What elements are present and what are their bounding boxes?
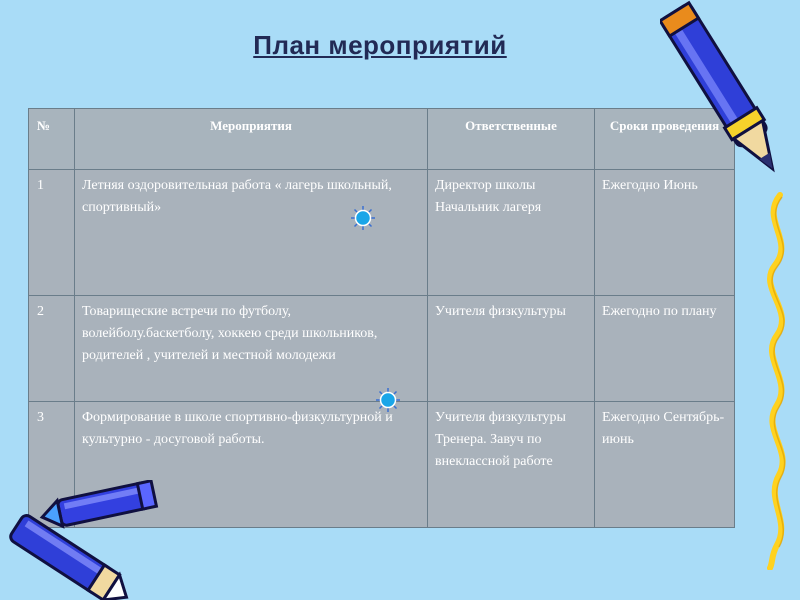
row-responsible: Учителя физкультуры: [428, 296, 595, 402]
row-event: Формирование в школе спортивно-физкультурной и культурно - досуговой работы.: [75, 402, 428, 528]
table-row: [29, 170, 735, 296]
row-number: 1: [29, 170, 75, 296]
row-event: Товарищеские встречи по футболу, волейболу.баскетболу, хоккею среди школьников, родителей , учителей и местной молодежи: [75, 296, 428, 402]
row-period: Ежегодно Июнь: [595, 170, 735, 296]
sun-bullet-icon: [375, 387, 401, 413]
header-period: Сроки проведения: [595, 109, 735, 170]
header-event: Мероприятия: [75, 109, 428, 170]
row-responsible: Учителя физкультуры Тренера. Завуч по внеклассной работе: [428, 402, 595, 528]
ribbon-icon: [755, 190, 800, 570]
table-header-row: [29, 109, 735, 170]
crayons-icon: [0, 480, 165, 600]
row-period: Ежегодно по плану: [595, 296, 735, 402]
row-number: 3: [29, 402, 75, 528]
pen-icon: [660, 0, 800, 195]
header-responsible: Ответственные: [428, 109, 595, 170]
header-number: №: [29, 109, 75, 170]
events-table: [28, 108, 735, 528]
row-responsible: Директор школы Начальник лагеря: [428, 170, 595, 296]
page-title: План мероприятий: [253, 30, 507, 60]
table-row: [29, 296, 735, 402]
row-number: 2: [29, 296, 75, 402]
sun-bullet-icon: [350, 205, 376, 231]
row-event: Летняя оздоровительная работа « лагерь школьный, спортивный»: [75, 170, 428, 296]
row-period: Ежегодно Сентябрь-июнь: [595, 402, 735, 528]
